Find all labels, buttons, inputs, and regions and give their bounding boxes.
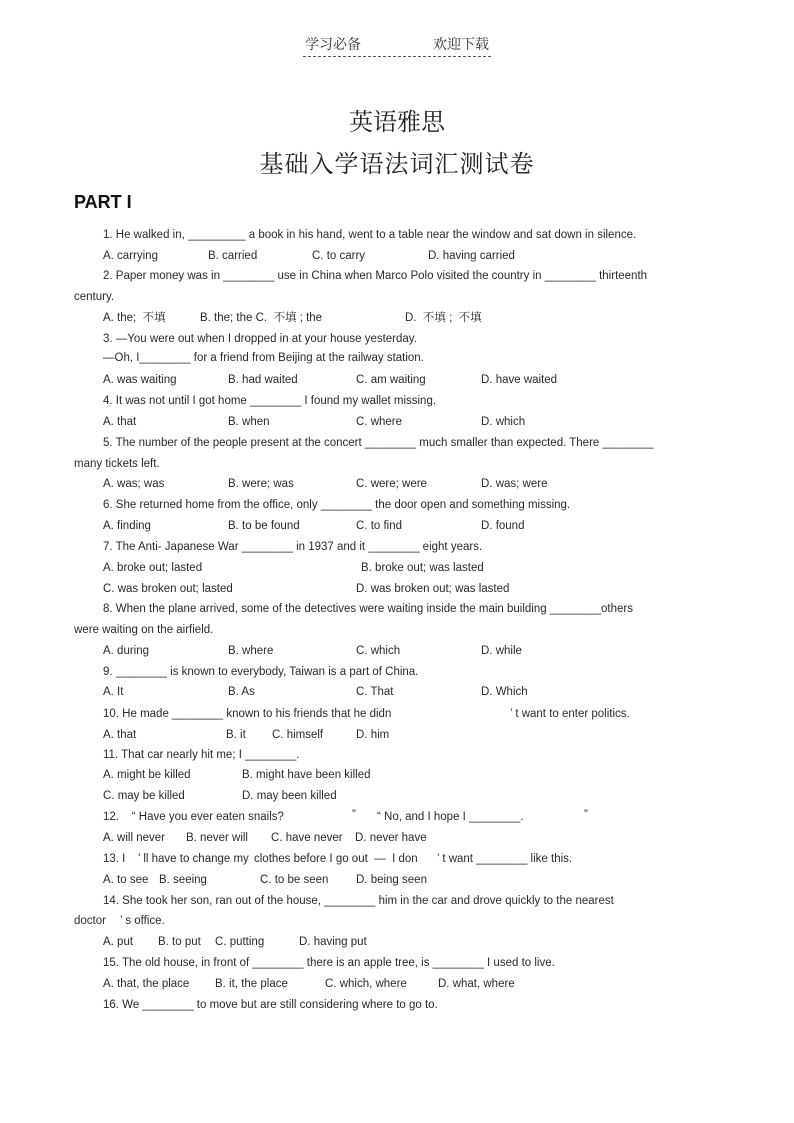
question-2-stem: 2. Paper money was in ________ use in China when Marco Polo visited the country in ________ thirteenth xyxy=(103,270,648,282)
question-12-option-c: C. have never xyxy=(271,832,343,844)
question-5-option-a: A. was; was xyxy=(103,478,165,490)
question-9-option-a: A. It xyxy=(103,686,124,698)
question-2-option-a: A. the; 不填 xyxy=(103,312,166,324)
question-5-option-b: B. were; was xyxy=(228,478,294,490)
question-15-option-a: A. that, the place xyxy=(103,978,190,990)
question-9-option-d: D. Which xyxy=(481,686,528,698)
question-8-option-c: C. which xyxy=(356,645,401,657)
question-6-option-a: A. finding xyxy=(103,520,151,532)
question-3-option-b: B. had waited xyxy=(228,374,298,386)
question-2-option-bc: B. the; the C. 不填 ; the xyxy=(200,312,323,324)
question-5-option-c: C. were; were xyxy=(356,478,427,490)
question-5-stem: 5. The number of the people present at the concert ________ much smaller than expected. There ________ xyxy=(103,437,654,449)
question-11-option-a: A. might be killed xyxy=(103,769,191,781)
question-12-option-d: D. never have xyxy=(355,832,427,844)
question-7-option-a: A. broke out; lasted xyxy=(103,562,203,574)
question-9-stem: 9. ________ is known to everybody, Taiwan is a part of China. xyxy=(103,666,419,678)
question-14-stem-cont-b: ’ s office. xyxy=(120,915,165,927)
question-4-stem: 4. It was not until I got home ________ I found my wallet missing. xyxy=(103,395,437,407)
question-14-option-d: D. having put xyxy=(299,936,367,948)
question-12-quote-close: ” xyxy=(352,809,356,821)
document-title: 英语雅思 xyxy=(349,108,445,136)
question-6-option-c: C. to find xyxy=(356,520,403,532)
question-14-option-a: A. put xyxy=(103,936,134,948)
question-8-option-a: A. during xyxy=(103,645,150,657)
question-14-option-c: C. putting xyxy=(215,936,265,948)
question-8-option-d: D. while xyxy=(481,645,522,657)
header-right: 欢迎下载 xyxy=(433,37,489,53)
question-11-option-b: B. might have been killed xyxy=(242,769,371,781)
question-4-option-d: D. which xyxy=(481,416,526,428)
question-14-stem: 14. She took her son, ran out of the house, ________ him in the car and drove quickly to the nearest xyxy=(103,895,614,907)
question-8-option-b: B. where xyxy=(228,645,274,657)
question-14-option-b: B. to put xyxy=(158,936,201,948)
question-12-reply: “ No, and I hope I ________. xyxy=(377,811,524,823)
question-10-stem-cont: ’ t want to enter politics. xyxy=(510,708,630,720)
question-13-stem-c: clothes before I go out — I don xyxy=(254,853,418,865)
question-12-reply-close: ” xyxy=(584,809,588,821)
question-12-option-a: A. will never xyxy=(103,832,165,844)
question-1-option-b: B. carried xyxy=(208,250,258,262)
question-6-option-d: D. found xyxy=(481,520,525,532)
question-10-option-d: D. him xyxy=(356,729,390,741)
question-13-stem-d: ’ t want ________ like this. xyxy=(437,853,573,865)
question-11-option-d: D. may been killed xyxy=(242,790,337,802)
question-10-option-a: A. that xyxy=(103,729,137,741)
question-10-option-b: B. it xyxy=(226,729,246,741)
question-6-stem: 6. She returned home from the office, only ________ the door open and something missing. xyxy=(103,499,571,511)
question-1-option-c: C. to carry xyxy=(312,250,366,262)
question-10-option-c: C. himself xyxy=(272,729,324,741)
document-subtitle: 基础入学语法词汇测试卷 xyxy=(259,150,535,178)
question-13-stem-b: ’ ll have to change my xyxy=(138,853,249,865)
question-12-stem: 12. “ Have you ever eaten snails? xyxy=(103,811,284,823)
question-1-stem: 1. He walked in, _________ a book in his hand, went to a table near the window and sat down in silence. xyxy=(103,229,637,241)
part-heading: PART I xyxy=(74,192,132,212)
question-1-option-d: D. having carried xyxy=(428,250,515,262)
question-4-option-b: B. when xyxy=(228,416,270,428)
question-4-option-a: A. that xyxy=(103,416,137,428)
question-4-option-c: C. where xyxy=(356,416,403,428)
question-13-option-b: B. seeing xyxy=(159,874,207,886)
question-9-option-c: C. That xyxy=(356,686,394,698)
question-11-option-c: C. may be killed xyxy=(103,790,185,802)
question-1-option-a: A. carrying xyxy=(103,250,158,262)
question-15-option-d: D. what, where xyxy=(438,978,515,990)
question-7-stem: 7. The Anti- Japanese War ________ in 1937 and it ________ eight years. xyxy=(103,541,483,553)
question-13-stem: 13. I xyxy=(103,853,126,865)
question-14-stem-cont: doctor xyxy=(74,915,106,927)
question-8-stem: 8. When the plane arrived, some of the detectives were waiting inside the main building ________others xyxy=(103,603,633,615)
question-15-stem: 15. The old house, in front of ________ there is an apple tree, is ________ I used to live. xyxy=(103,957,555,969)
question-5-stem-cont: many tickets left. xyxy=(74,458,160,470)
question-12-option-b: B. never will xyxy=(186,832,248,844)
question-11-stem: 11. That car nearly hit me; I ________. xyxy=(103,749,300,761)
question-15-option-c: C. which, where xyxy=(325,978,407,990)
question-13-option-d: D. being seen xyxy=(356,874,427,886)
question-7-option-c: C. was broken out; lasted xyxy=(103,583,233,595)
question-3-stem-cont: —Oh, I________ for a friend from Beijing at the railway station. xyxy=(103,352,424,364)
question-3-option-a: A. was waiting xyxy=(103,374,177,386)
page-header xyxy=(0,34,794,57)
header-left: 学习必备 xyxy=(305,37,361,53)
question-3-option-c: C. am waiting xyxy=(356,374,426,386)
question-3-option-d: D. have waited xyxy=(481,374,558,386)
question-16-stem: 16. We ________ to move but are still considering where to go to. xyxy=(103,999,438,1011)
question-7-option-d: D. was broken out; was lasted xyxy=(356,583,510,595)
question-2-option-d: D. 不填 ; 不填 xyxy=(405,312,482,324)
question-3-stem: 3. —You were out when I dropped in at your house yesterday. xyxy=(103,333,417,345)
header-line xyxy=(303,34,491,57)
question-7-option-b: B. broke out; was lasted xyxy=(361,562,484,574)
question-9-option-b: B. As xyxy=(228,686,255,698)
question-5-option-d: D. was; were xyxy=(481,478,548,490)
question-13-option-c: C. to be seen xyxy=(260,874,329,886)
question-2-stem-cont: century. xyxy=(74,291,115,303)
question-6-option-b: B. to be found xyxy=(228,520,300,532)
question-10-stem: 10. He made ________ known to his friends that he didn xyxy=(103,708,392,720)
question-8-stem-cont: were waiting on the airfield. xyxy=(74,624,214,636)
question-15-option-b: B. it, the place xyxy=(215,978,288,990)
question-13-option-a: A. to see xyxy=(103,874,149,886)
